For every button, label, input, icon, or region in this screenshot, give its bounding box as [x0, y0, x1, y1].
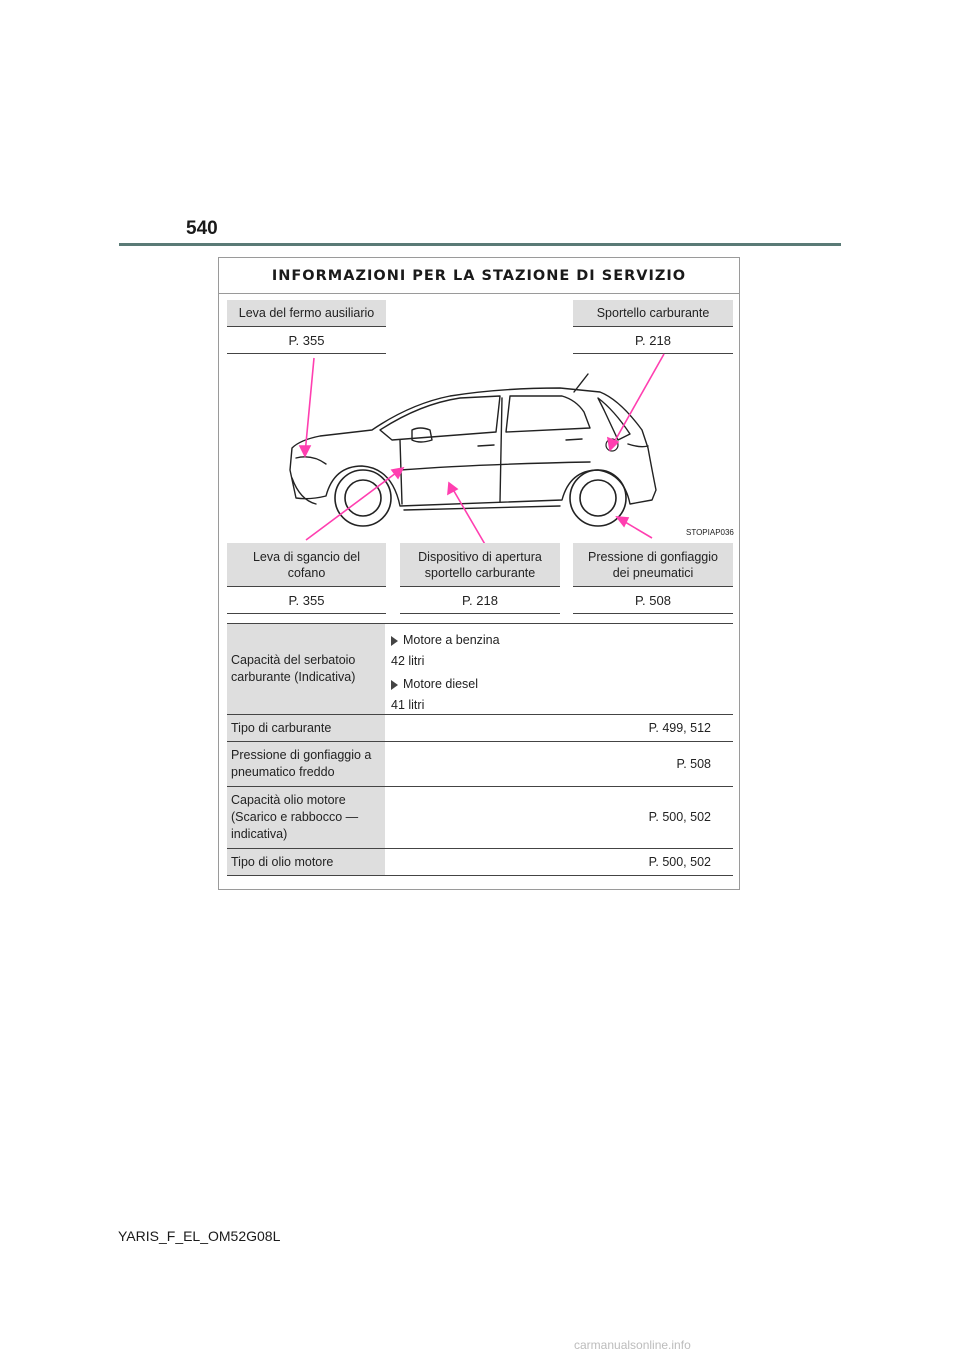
- diesel-capacity: 41 litri: [391, 698, 425, 712]
- callout-fuel-opener-label: Dispositivo di apertura sportello carburante: [400, 543, 560, 587]
- table-row-cold-pressure: [227, 742, 733, 787]
- cold-pressure-label: Pressione di gonfiaggio a pneumatico freddo: [227, 742, 385, 786]
- table-row-oil-type: [227, 849, 733, 876]
- triangle-bullet-icon: [391, 636, 398, 646]
- callout-tire-pressure-page[interactable]: P. 508: [573, 587, 733, 614]
- header-rule: [119, 243, 841, 246]
- table-row-fuel-type: [227, 715, 733, 742]
- triangle-bullet-icon: [391, 680, 398, 690]
- tank-capacity-values: [385, 624, 733, 714]
- callout-fuel-door-label: Sportello carburante: [573, 300, 733, 327]
- callout-aux-latch-page[interactable]: P. 355: [227, 327, 386, 354]
- diesel-engine-line: [391, 676, 478, 693]
- petrol-capacity: 42 litri: [391, 654, 425, 668]
- oil-type-label: Tipo di olio motore: [227, 849, 385, 875]
- table-row-oil-capacity: [227, 787, 733, 849]
- figure-code: STOPIAP036: [686, 528, 734, 537]
- fuel-type-label: Tipo di carburante: [227, 715, 385, 741]
- page-number: 540: [186, 218, 218, 239]
- callout-hood-release-label: Leva di sgancio del cofano: [227, 543, 386, 587]
- diesel-engine-label: Motore diesel: [403, 677, 479, 691]
- petrol-engine-label: Motore a benzina: [403, 633, 500, 647]
- callout-hood-release-page[interactable]: P. 355: [227, 587, 386, 614]
- tank-capacity-label: Capacità del serbatoio carburante (Indicativa): [227, 624, 385, 714]
- document-footer: YARIS_F_EL_OM52G08L: [118, 1228, 281, 1244]
- callout-fuel-door-page[interactable]: P. 218: [573, 327, 733, 354]
- fuel-type-value[interactable]: P. 499, 512: [648, 720, 711, 735]
- oil-capacity-value[interactable]: P. 500, 502: [648, 810, 711, 824]
- table-row-tank: [227, 624, 733, 715]
- oil-capacity-label: Capacità olio motore (Scarico e rabbocco — indicativa): [227, 787, 385, 848]
- cold-pressure-value[interactable]: P. 508: [676, 756, 711, 771]
- callout-tire-pressure-label: Pressione di gonfiaggio dei pneumatici: [573, 543, 733, 587]
- watermark: carmanualsonline.info: [574, 1338, 691, 1352]
- oil-type-value[interactable]: P. 500, 502: [648, 854, 711, 869]
- callout-aux-latch-label: Leva del fermo ausiliario: [227, 300, 386, 327]
- petrol-engine-line: [391, 632, 500, 649]
- service-info-table: [227, 623, 733, 876]
- panel-title: INFORMAZIONI PER LA STAZIONE DI SERVIZIO: [219, 258, 739, 294]
- callout-fuel-opener-page[interactable]: P. 218: [400, 587, 560, 614]
